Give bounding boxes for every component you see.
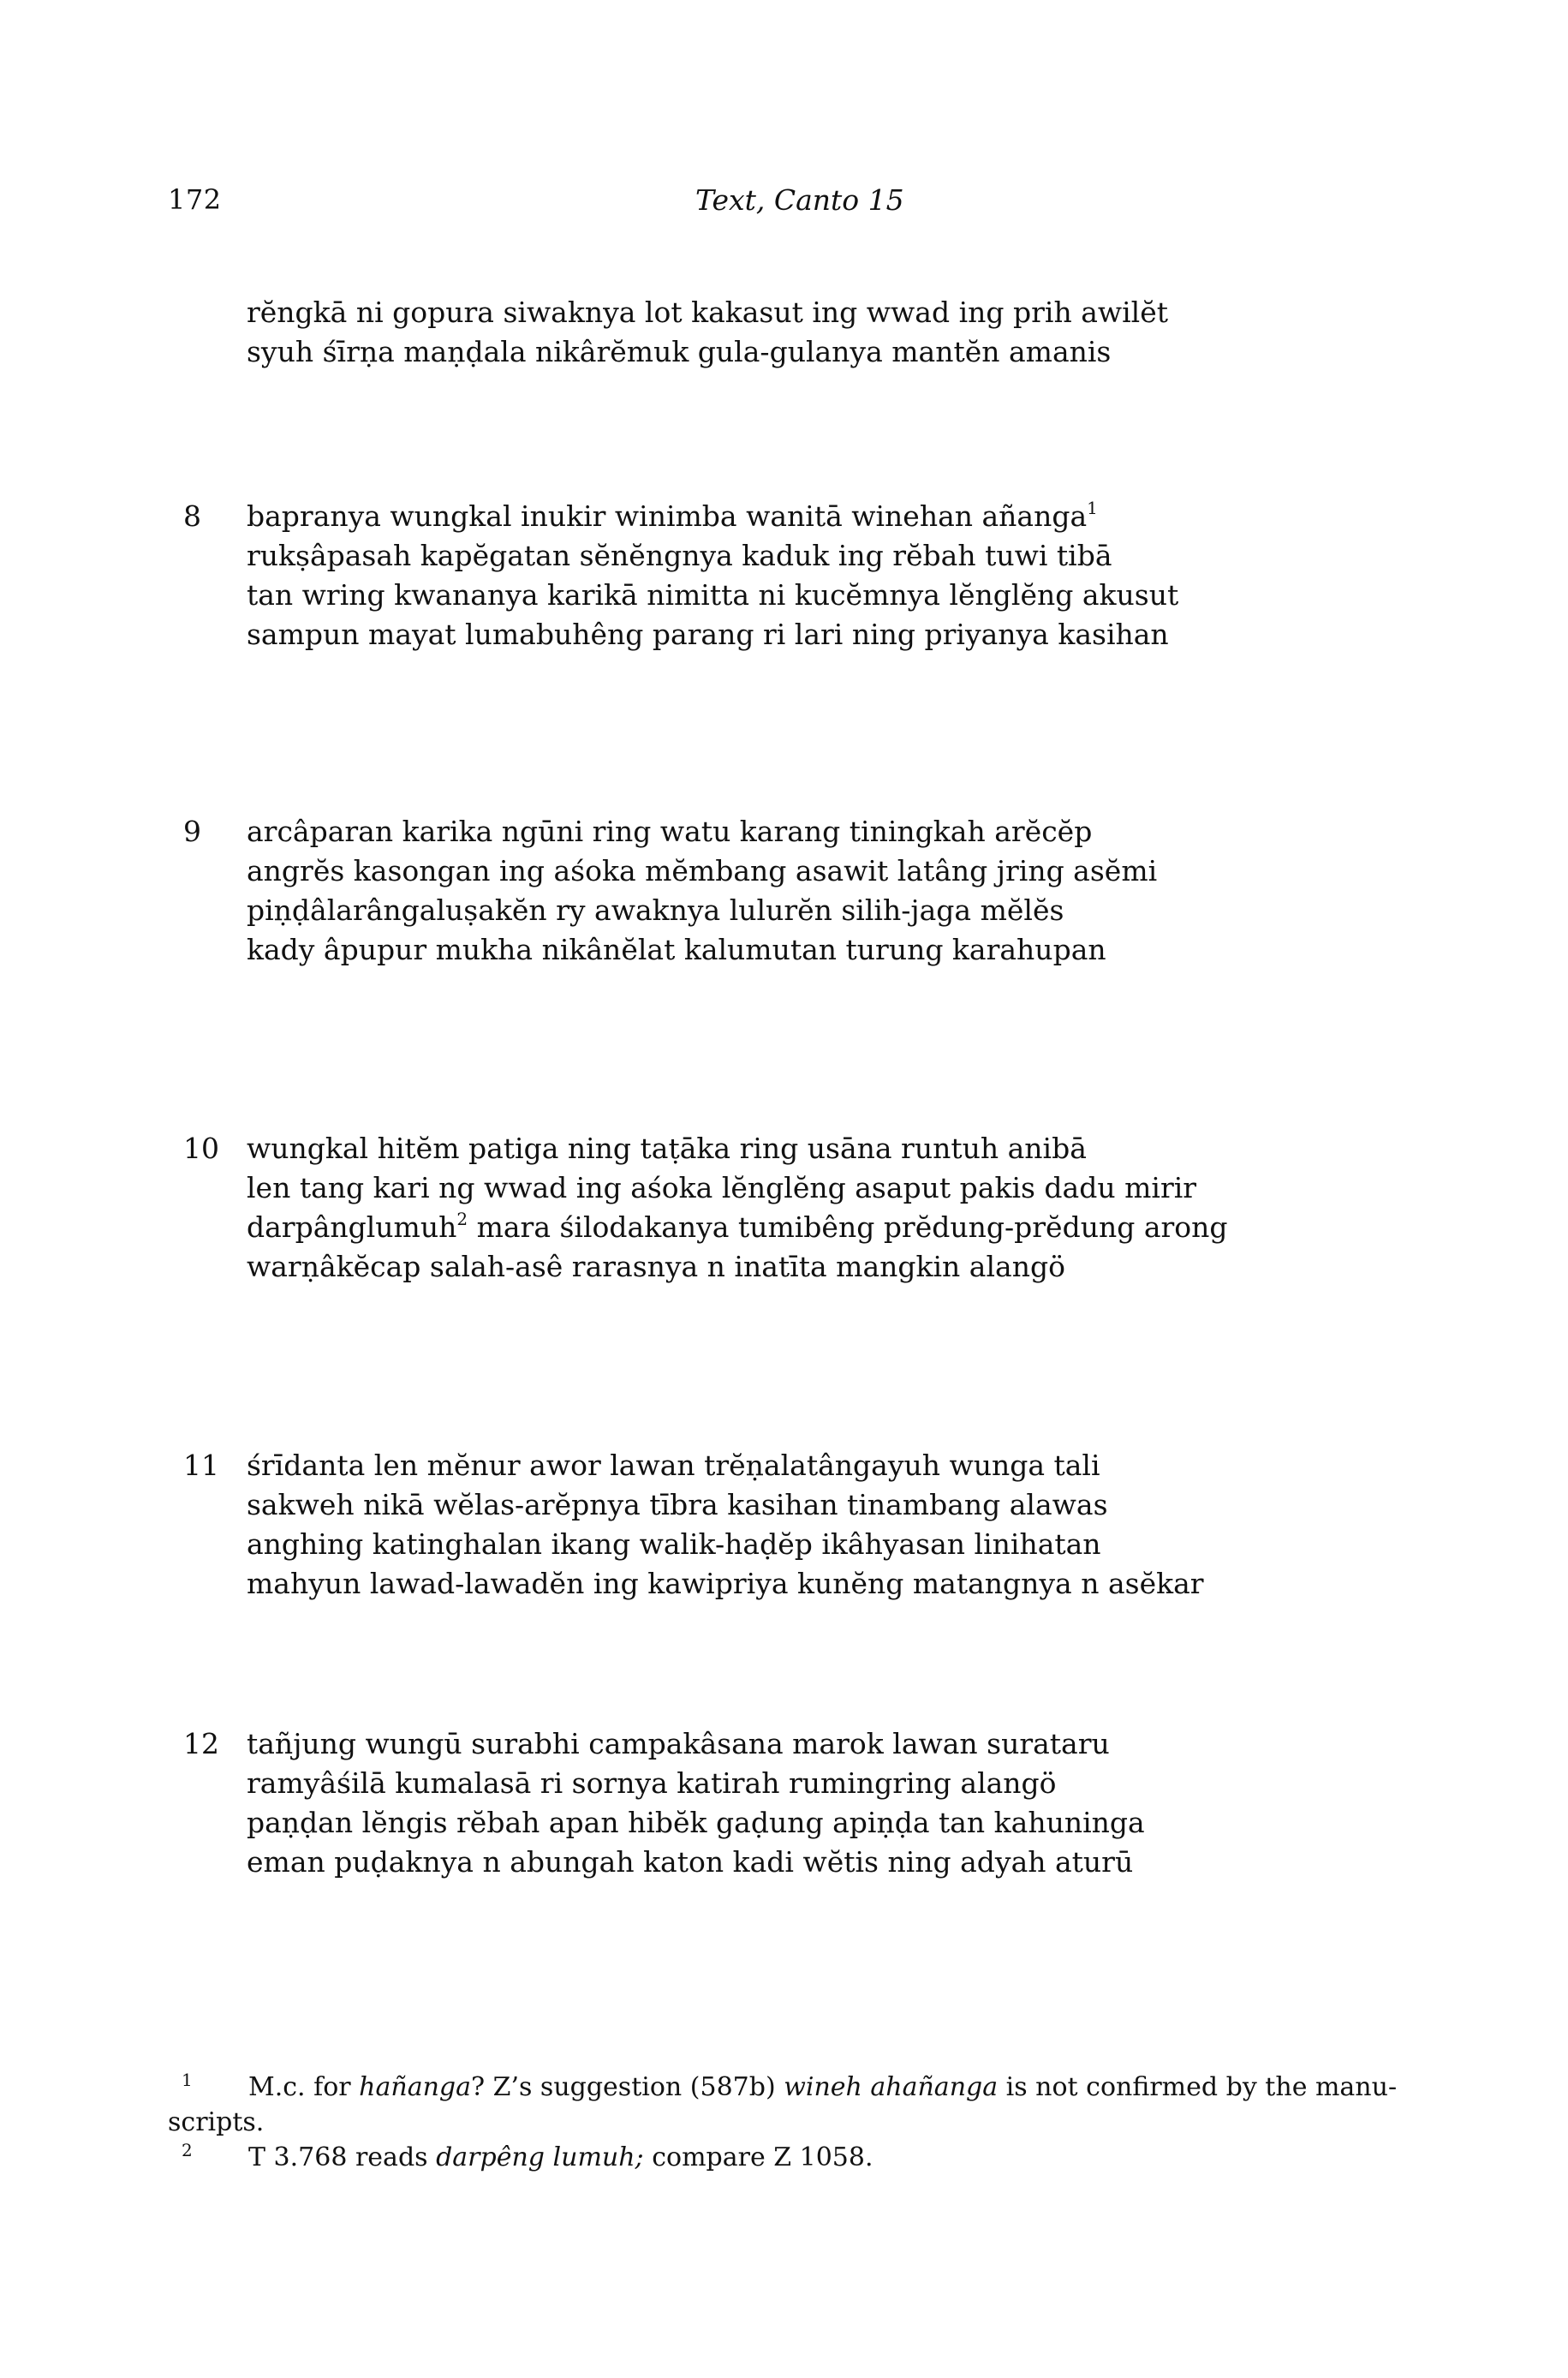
- verse-line: paṇḍan lĕngis rĕbah apan hibĕk gaḍung apiṇḍa tan kahuninga: [247, 1806, 1145, 1839]
- stanza-number: 8: [183, 499, 201, 533]
- verse-line: rĕngkā ni gopura siwaknya lot kakasut ing wwad ing prih awilĕt: [247, 296, 1169, 329]
- footnote-text: [168, 2140, 1414, 2175]
- stanza-lines: [247, 497, 1446, 654]
- footnote-ref[interactable]: 2: [456, 1209, 468, 1229]
- stanza-lines: [247, 1446, 1446, 1604]
- verse-line: tañjung wungū surabhi campakâsana marok lawan surataru: [247, 1727, 1110, 1760]
- verse-line: angrĕs kasongan ing aśoka mĕmbang asawit latâng jring asĕmi: [247, 854, 1158, 887]
- verse-line: [247, 1208, 1446, 1247]
- footnote-text-part: ? Z’s suggestion (587b): [471, 2072, 784, 2102]
- verse-line: anghing katinghalan ikang walik-haḍĕp ikâhyasan linihatan: [247, 1527, 1101, 1561]
- verse-line: syuh śīrṇa maṇḍala nikârĕmuk gula-gulanya mantĕn amanis: [247, 335, 1112, 368]
- footnote-text-part: M.c. for: [248, 2072, 360, 2102]
- verse-line: sampun mayat lumabuhêng parang ri lari ning priyanya kasihan: [247, 618, 1169, 651]
- stanza-number: 11: [183, 1449, 219, 1482]
- page-number: 172: [168, 183, 222, 216]
- footnote-text-part: scripts.: [168, 2107, 265, 2137]
- footnote-1: [168, 2070, 1414, 2140]
- verse-line: warṇâkĕcap salah-asê rarasnya n inatīta mangkin alangö: [247, 1250, 1065, 1283]
- footnote-text-part: T 3.768 reads: [248, 2142, 437, 2172]
- stanza-number: 10: [183, 1132, 219, 1165]
- footnote-mark: 2: [182, 2140, 193, 2160]
- verse-text: bapranya wungkal inukir winimba wanitā winehan añanga: [247, 499, 1088, 533]
- footnote-italic: wineh ahañanga: [784, 2072, 999, 2102]
- verse-line: śrīdanta len mĕnur awor lawan trĕṇalatângayuh wunga tali: [247, 1449, 1100, 1482]
- verse-line: piṇḍâlarângaluṣakĕn ry awaknya lulurĕn silih-jaga mĕlĕs: [247, 893, 1064, 927]
- stanza-number: 12: [183, 1727, 219, 1760]
- running-title: Text, Canto 15: [695, 183, 904, 217]
- footnote-text-part: is not confirmed by the manu-: [998, 2072, 1398, 2102]
- stanza-lines: [247, 1724, 1446, 1882]
- verse-line: ramyâśilā kumalasā ri sornya katirah rumingring alangö: [247, 1766, 1057, 1800]
- stanza-lines: [247, 812, 1446, 970]
- page-header: [0, 183, 1568, 226]
- verse-line: arcâparan karika ngūni ring watu karang tiningkah arĕcĕp: [247, 815, 1093, 848]
- footnote-text-part: compare Z 1058.: [643, 2142, 873, 2172]
- verse-line: [247, 497, 1446, 536]
- verse-line: kady âpupur mukha nikânĕlat kalumutan turung karahupan: [247, 933, 1106, 966]
- verse-line: len tang kari ng wwad ing aśoka lĕnglĕng asaput pakis dadu mirir: [247, 1171, 1197, 1204]
- footnote-italic: hañanga: [359, 2072, 471, 2102]
- verse-text: mara śilodakanya tumibêng prĕdung-prĕdung arong: [468, 1210, 1228, 1244]
- stanza-lines: [247, 293, 1446, 372]
- verse-text: darpânglumuh: [247, 1210, 457, 1244]
- verse-line: wungkal hitĕm patiga ning taṭāka ring usāna runtuh anibā: [247, 1132, 1087, 1165]
- footnote-text: [168, 2070, 1414, 2140]
- verse-line: tan wring kwananya karikā nimitta ni kucĕmnya lĕnglĕng akusut: [247, 578, 1179, 612]
- stanza-number: 9: [183, 815, 201, 848]
- footnotes: [168, 2070, 1414, 2175]
- footnote-ref[interactable]: 1: [1087, 498, 1098, 518]
- verse-line: sakweh nikā wĕlas-arĕpnya tībra kasihan tinambang alawas: [247, 1488, 1108, 1521]
- stanza-lines: [247, 1129, 1446, 1287]
- verse-line: mahyun lawad-lawadĕn ing kawipriya kunĕng matangnya n asĕkar: [247, 1567, 1204, 1600]
- footnote-2: [168, 2140, 1414, 2175]
- footnote-mark: 1: [182, 2070, 193, 2090]
- verse-line: eman puḍaknya n abungah katon kadi wĕtis ning adyah aturū: [247, 1845, 1134, 1879]
- verse-line: rukṣâpasah kapĕgatan sĕnĕngnya kaduk ing rĕbah tuwi tibā: [247, 539, 1112, 572]
- footnote-italic: darpêng lumuh;: [436, 2142, 644, 2172]
